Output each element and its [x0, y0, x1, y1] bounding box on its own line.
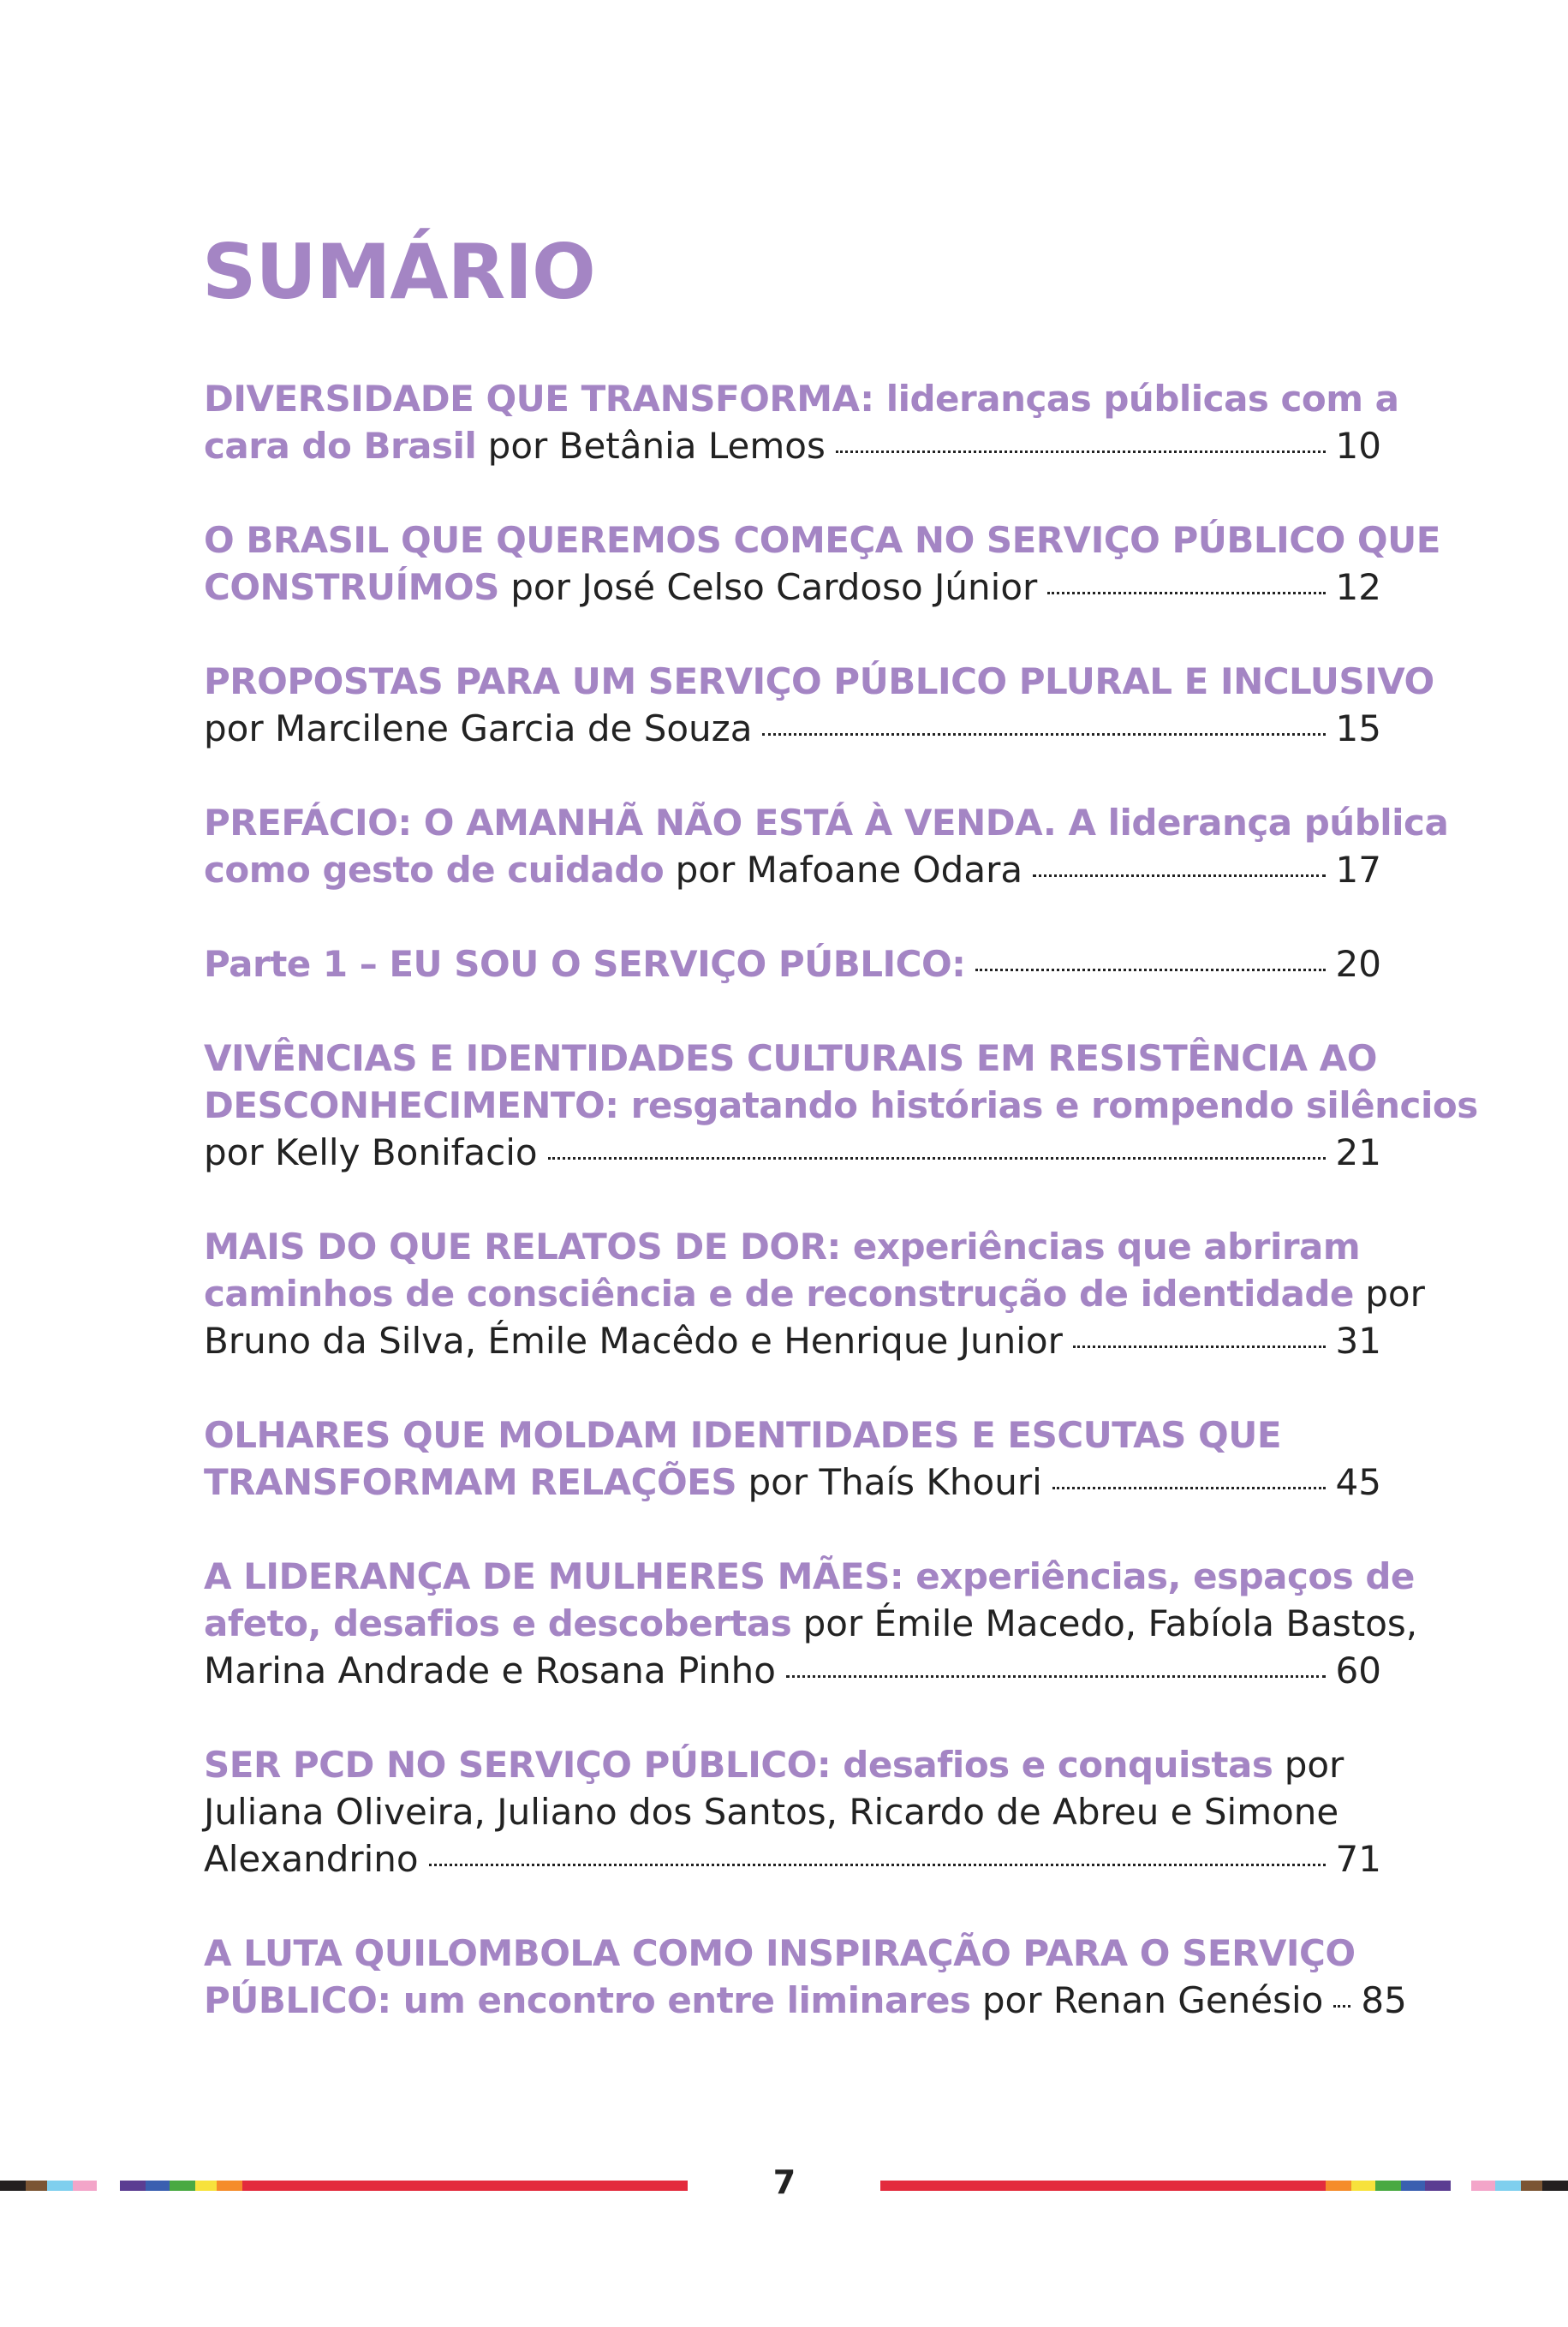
toc-entry-last-line [204, 940, 1381, 987]
dot-leader [786, 1675, 1326, 1678]
toc-entry-text [204, 564, 1037, 611]
toc-entry[interactable] [204, 1035, 1478, 1176]
toc-entry-text [204, 1977, 1323, 2024]
toc-entry-title: cara do Brasil [204, 425, 477, 467]
toc-page-number: 12 [1335, 566, 1381, 608]
toc-entry-line [204, 1788, 1381, 1835]
toc-entry-line [204, 1600, 1418, 1647]
color-stripe-segment [1495, 2181, 1521, 2191]
toc-entry-author: Alexandrino [204, 1838, 419, 1880]
toc-entry-line [204, 516, 1440, 564]
color-stripe-segment [1542, 2181, 1568, 2191]
toc-entry-text [204, 1835, 419, 1882]
dot-leader [836, 450, 1326, 453]
toc-entry[interactable] [204, 658, 1434, 752]
toc-entry-author: Juliana Oliveira, Juliano dos Santos, Ricardo de Abreu e Simone [204, 1791, 1339, 1833]
toc-entry[interactable] [204, 516, 1440, 611]
toc-entry-text [204, 846, 1022, 893]
dot-leader [1033, 874, 1325, 877]
color-stripe-segment [195, 2181, 217, 2191]
toc-entry-author: Bruno da Silva, Émile Macêdo e Henrique Junior [204, 1320, 1063, 1362]
color-stripe-segment [880, 2181, 1326, 2191]
toc-entry-last-line [204, 1459, 1381, 1506]
toc-entry-title: afeto, desafios e descobertas [204, 1602, 792, 1644]
color-stripe-segment [242, 2181, 688, 2191]
toc-entry-author: por [1353, 1273, 1425, 1315]
dot-leader [1047, 592, 1325, 594]
toc-entry-last-line [204, 1129, 1381, 1176]
toc-entry-author: por Marcilene Garcia de Souza [204, 707, 753, 749]
color-stripe-segment [26, 2181, 47, 2191]
toc-entry[interactable] [204, 375, 1399, 469]
toc-entry-line [204, 1411, 1381, 1459]
toc-entry-author: por José Celso Cardoso Júnior [498, 566, 1038, 608]
toc-entry-title: caminhos de consciência e de reconstrução de identidade [204, 1273, 1354, 1315]
dot-leader [1073, 1345, 1326, 1348]
color-stripe-segment [1471, 2181, 1495, 2191]
color-stripe-segment [170, 2181, 195, 2191]
toc-entry-title: O BRASIL QUE QUEREMOS COMEÇA NO SERVIÇO PÚBLICO QUE [204, 519, 1440, 561]
toc-entry-text [204, 705, 752, 752]
toc-entry[interactable] [204, 1223, 1425, 1364]
toc-entry[interactable] [204, 1411, 1381, 1506]
toc-entry[interactable] [204, 1553, 1418, 1694]
color-stripe-segment [1425, 2181, 1451, 2191]
toc-entry-last-line [204, 422, 1381, 469]
toc-entry-title: como gesto de cuidado [204, 849, 665, 891]
toc-entry[interactable] [204, 799, 1449, 893]
toc-entry-author: por Renan Genésio [970, 1979, 1324, 2021]
dot-leader [762, 733, 1325, 736]
color-stripe-segment [120, 2181, 146, 2191]
toc-entry-last-line [204, 564, 1381, 611]
toc-entry-title: DIVERSIDADE QUE TRANSFORMA: lideranças públicas com a [204, 378, 1399, 420]
color-stripe-segment [1375, 2181, 1401, 2191]
toc-entry-author: por Thaís Khouri [736, 1461, 1042, 1503]
toc-entry-last-line [204, 1977, 1407, 2024]
page-title: SUMÁRIO [202, 228, 595, 316]
toc-entry-line [204, 658, 1434, 705]
toc-entry-author: por [1273, 1744, 1344, 1786]
toc-entry-last-line [204, 846, 1381, 893]
color-stripe-segment [1326, 2181, 1351, 2191]
toc-entry-title: TRANSFORMAM RELAÇÕES [204, 1461, 737, 1503]
toc-entry-title: OLHARES QUE MOLDAM IDENTIDADES E ESCUTAS QUE [204, 1414, 1282, 1456]
toc-page-number: 71 [1335, 1838, 1381, 1880]
toc-entry-line [204, 375, 1399, 422]
toc-entry-last-line [204, 1835, 1381, 1882]
toc-entry-text [204, 1459, 1042, 1506]
page-footer [0, 2163, 1568, 2201]
toc-page-number: 21 [1335, 1131, 1381, 1173]
toc-entry-title: MAIS DO QUE RELATOS DE DOR: experiências que abriram [204, 1226, 1361, 1268]
toc-page-number: 31 [1335, 1320, 1381, 1362]
toc-entry-line [204, 1082, 1478, 1129]
toc-page-number: 20 [1335, 943, 1381, 985]
toc-entry[interactable] [204, 1930, 1407, 2024]
toc-page-number: 60 [1335, 1650, 1381, 1692]
toc-entry-line [204, 1741, 1381, 1788]
toc-page-number: 17 [1335, 849, 1381, 891]
toc-entry-title: SER PCD NO SERVIÇO PÚBLICO: desafios e conquistas [204, 1744, 1273, 1786]
dot-leader [1333, 2005, 1350, 2008]
toc-entry-title: VIVÊNCIAS E IDENTIDADES CULTURAIS EM RESISTÊNCIA AO [204, 1037, 1377, 1079]
toc-entry-title: PÚBLICO: um encontro entre liminares [204, 1979, 971, 2021]
toc-entry-author: por Émile Macedo, Fabíola Bastos, [791, 1602, 1418, 1644]
dot-leader [548, 1157, 1326, 1160]
toc-entry-title: PROPOSTAS PARA UM SERVIÇO PÚBLICO PLURAL E INCLUSIVO [204, 660, 1434, 702]
toc-entry-title: A LIDERANÇA DE MULHERES MÃES: experiências, espaços de [204, 1555, 1415, 1597]
toc-page-number: 10 [1335, 425, 1381, 467]
toc-entry-text [204, 422, 826, 469]
table-of-contents [204, 375, 1478, 2071]
toc-entry-line [204, 1930, 1381, 1977]
color-stripe-segment [1351, 2181, 1375, 2191]
toc-entry-author: por Kelly Bonifacio [204, 1131, 538, 1173]
toc-entry-line [204, 799, 1449, 846]
toc-entry-title: DESCONHECIMENTO: resgatando histórias e rompendo silêncios [204, 1084, 1478, 1126]
dot-leader [429, 1864, 1326, 1866]
toc-entry-author: por Betânia Lemos [476, 425, 826, 467]
toc-entry-text [204, 1129, 538, 1176]
color-stripe-segment [1401, 2181, 1425, 2191]
color-stripe-segment [1521, 2181, 1542, 2191]
toc-entry-last-line [204, 1647, 1381, 1694]
toc-entry-title: CONSTRUÍMOS [204, 566, 499, 608]
color-stripe-segment [0, 2181, 26, 2191]
toc-entry-last-line [204, 1317, 1381, 1364]
toc-entry-author: Marina Andrade e Rosana Pinho [204, 1650, 777, 1692]
toc-entry-text [204, 1647, 776, 1694]
toc-entry-line [204, 1270, 1425, 1317]
dot-leader [1052, 1487, 1326, 1489]
color-stripe-segment [73, 2181, 97, 2191]
toc-entry-title: PREFÁCIO: O AMANHÃ NÃO ESTÁ À VENDA. A liderança pública [204, 802, 1449, 844]
color-stripe-segment [217, 2181, 242, 2191]
toc-entry-author: por Mafoane Odara [664, 849, 1023, 891]
page-number: 7 [772, 2163, 796, 2201]
toc-entry-line [204, 1553, 1415, 1600]
toc-entry[interactable] [204, 1741, 1381, 1882]
toc-entry-title: Parte 1 – EU SOU O SERVIÇO PÚBLICO: [204, 943, 966, 985]
toc-entry-text [204, 940, 965, 987]
color-stripe-segment [146, 2181, 170, 2191]
dot-leader [975, 969, 1325, 971]
toc-entry-last-line [204, 705, 1381, 752]
toc-entry-line [204, 1223, 1381, 1270]
toc-page-number: 15 [1335, 707, 1381, 749]
toc-entry-title: A LUTA QUILOMBOLA COMO INSPIRAÇÃO PARA O SERVIÇO [204, 1932, 1356, 1974]
toc-entry[interactable] [204, 940, 1381, 987]
toc-entry-line [204, 1035, 1381, 1082]
toc-page-number: 85 [1361, 1979, 1407, 2021]
color-stripe-segment [47, 2181, 73, 2191]
toc-entry-text [204, 1317, 1063, 1364]
toc-page-number: 45 [1335, 1461, 1381, 1503]
